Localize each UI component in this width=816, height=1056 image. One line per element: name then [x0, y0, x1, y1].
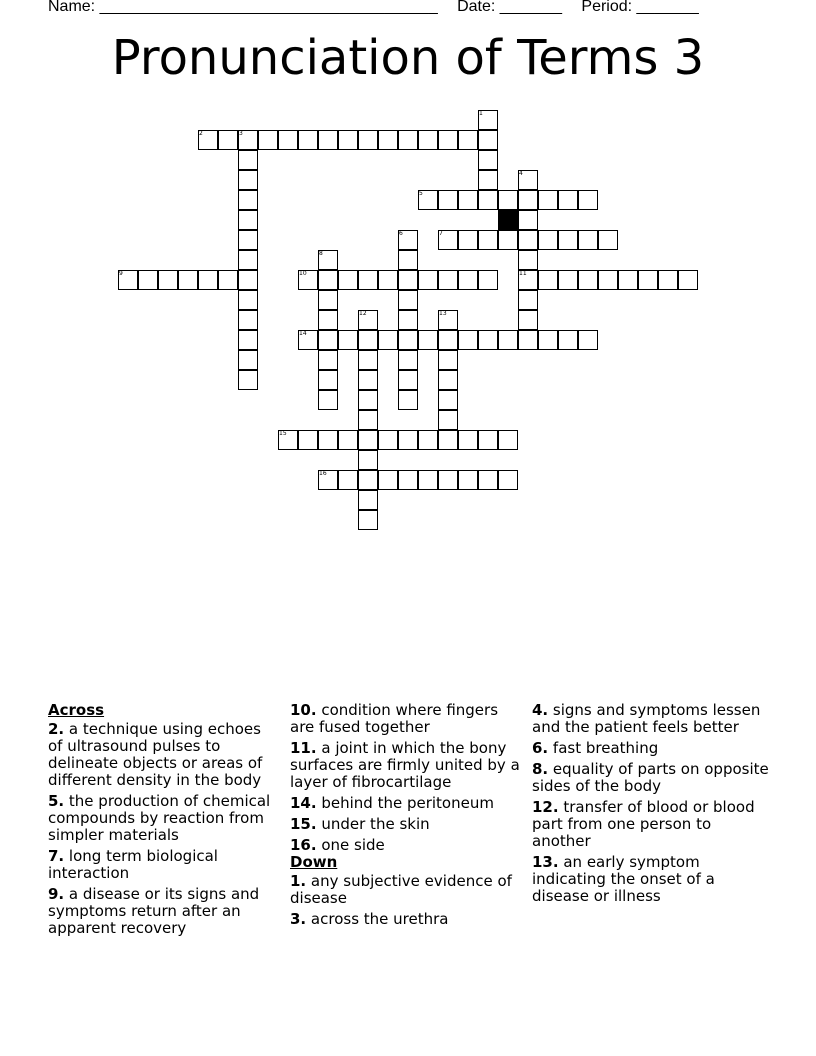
grid-cell[interactable] — [358, 330, 378, 350]
grid-cell[interactable] — [538, 190, 558, 210]
grid-cell[interactable] — [458, 470, 478, 490]
grid-cell[interactable] — [358, 450, 378, 470]
page-title: Pronunciation of Terms 3 — [111, 30, 705, 86]
grid-cell[interactable] — [438, 430, 458, 450]
grid-cell[interactable] — [478, 130, 498, 150]
grid-cell[interactable] — [398, 390, 418, 410]
grid-cell[interactable] — [458, 230, 478, 250]
clue-down-3: 3. across the urethra — [290, 910, 449, 928]
clues-column-1 — [48, 702, 280, 941]
grid-cell[interactable] — [478, 150, 498, 170]
grid-cell[interactable] — [238, 330, 258, 350]
grid-cell[interactable] — [418, 270, 438, 290]
grid-number-label: 9 — [119, 270, 123, 277]
grid-cell[interactable] — [558, 190, 578, 210]
grid-cell[interactable] — [478, 270, 498, 290]
grid-cell[interactable] — [318, 370, 338, 390]
grid-cell[interactable] — [418, 430, 438, 450]
grid-cell[interactable] — [478, 430, 498, 450]
grid-cell[interactable] — [458, 270, 478, 290]
grid-cell[interactable] — [318, 270, 338, 290]
clue-across-9: 9. a disease or its signs and symptoms return after an apparent recovery — [48, 885, 260, 937]
grid-cell[interactable] — [458, 130, 478, 150]
grid-cell[interactable] — [278, 130, 298, 150]
grid-cell[interactable] — [538, 330, 558, 350]
grid-cell[interactable] — [478, 230, 498, 250]
grid-cell[interactable] — [398, 270, 418, 290]
clue-down-12: 12. transfer of blood or blood part from one person to another — [532, 798, 755, 850]
grid-cell[interactable] — [518, 290, 538, 310]
grid-cell[interactable] — [398, 330, 418, 350]
grid-cell[interactable] — [538, 230, 558, 250]
grid-cell[interactable] — [338, 270, 358, 290]
clue-across-7: 7. long term biological interaction — [48, 847, 218, 882]
grid-cell[interactable] — [318, 310, 338, 330]
grid-cell[interactable] — [338, 130, 358, 150]
grid-cell[interactable] — [338, 430, 358, 450]
clue-across-2: 2. a technique using echoes of ultrasound pulses to delineate objects or areas of different density in the body — [48, 720, 263, 789]
grid-number-label: 5 — [419, 190, 423, 197]
grid-cell[interactable] — [358, 510, 378, 530]
grid-cell[interactable] — [418, 470, 438, 490]
grid-cell[interactable] — [418, 330, 438, 350]
grid-cell[interactable] — [318, 350, 338, 370]
grid-number-label: 4 — [519, 170, 523, 177]
clue-down-13: 13. an early symptom indicating the onset of a disease or illness — [532, 853, 715, 905]
grid-cell[interactable] — [578, 190, 598, 210]
grid-cell[interactable] — [378, 470, 398, 490]
grid-blocked-cell — [498, 210, 518, 230]
grid-cell[interactable] — [358, 130, 378, 150]
grid-cell[interactable] — [458, 190, 478, 210]
grid-cell[interactable] — [438, 350, 458, 370]
grid-cell[interactable] — [238, 190, 258, 210]
grid-cell[interactable] — [358, 350, 378, 370]
grid-cell[interactable] — [518, 190, 538, 210]
grid-cell[interactable] — [618, 270, 638, 290]
grid-cell[interactable] — [358, 470, 378, 490]
date-field[interactable]: Date: _______ — [457, 0, 563, 15]
student-info-line — [48, 0, 705, 16]
grid-cell[interactable] — [558, 330, 578, 350]
grid-cell[interactable] — [538, 270, 558, 290]
grid-cell[interactable] — [198, 270, 218, 290]
grid-cell[interactable] — [238, 230, 258, 250]
grid-cell[interactable] — [438, 370, 458, 390]
grid-cell[interactable] — [578, 270, 598, 290]
grid-cell[interactable] — [218, 130, 238, 150]
grid-cell[interactable] — [438, 390, 458, 410]
grid-cell[interactable] — [438, 190, 458, 210]
grid-cell[interactable] — [558, 230, 578, 250]
grid-number-label: 12 — [359, 310, 367, 317]
grid-number-label: 7 — [439, 230, 443, 237]
grid-number-label: 3 — [239, 130, 243, 137]
grid-cell[interactable] — [518, 250, 538, 270]
grid-cell[interactable] — [498, 330, 518, 350]
grid-cell[interactable] — [398, 430, 418, 450]
grid-cell[interactable] — [398, 470, 418, 490]
grid-cell[interactable] — [238, 250, 258, 270]
grid-cell[interactable] — [598, 270, 618, 290]
grid-number-label: 8 — [319, 250, 323, 257]
grid-number-label: 14 — [299, 330, 307, 337]
grid-number-label: 16 — [319, 470, 327, 477]
grid-cell[interactable] — [438, 470, 458, 490]
grid-cell[interactable] — [158, 270, 178, 290]
grid-cell[interactable] — [518, 330, 538, 350]
grid-cell[interactable] — [358, 430, 378, 450]
clues-column-2 — [290, 702, 522, 932]
clue-down-6: 6. fast breathing — [532, 739, 659, 757]
grid-cell[interactable] — [358, 270, 378, 290]
grid-cell[interactable] — [398, 250, 418, 270]
grid-cell[interactable] — [238, 270, 258, 290]
grid-cell[interactable] — [498, 190, 518, 210]
grid-cell[interactable] — [578, 330, 598, 350]
name-field[interactable]: Name: ______________________________________ — [48, 0, 438, 15]
grid-cell[interactable] — [298, 430, 318, 450]
grid-cell[interactable] — [518, 230, 538, 250]
grid-cell[interactable] — [218, 270, 238, 290]
grid-number-label: 10 — [299, 270, 307, 277]
grid-cell[interactable] — [558, 270, 578, 290]
grid-cell[interactable] — [398, 350, 418, 370]
grid-cell[interactable] — [318, 390, 338, 410]
grid-cell[interactable] — [318, 430, 338, 450]
across-heading: Across — [48, 701, 105, 719]
grid-cell[interactable] — [498, 430, 518, 450]
grid-cell[interactable] — [418, 130, 438, 150]
grid-cell[interactable] — [438, 270, 458, 290]
down-heading: Down — [290, 853, 338, 871]
grid-cell[interactable] — [678, 270, 698, 290]
period-field[interactable]: Period: _______ — [581, 0, 699, 15]
grid-cell[interactable] — [138, 270, 158, 290]
grid-cell[interactable] — [398, 290, 418, 310]
clue-across-5: 5. the production of chemical compounds by reaction from simpler materials — [48, 792, 271, 844]
clues-column-3 — [532, 702, 772, 909]
grid-cell[interactable] — [338, 470, 358, 490]
grid-cell[interactable] — [238, 210, 258, 230]
grid-cell[interactable] — [398, 370, 418, 390]
grid-cell[interactable] — [318, 130, 338, 150]
grid-cell[interactable] — [638, 270, 658, 290]
grid-cell[interactable] — [378, 270, 398, 290]
grid-number-label: 2 — [199, 130, 203, 137]
grid-cell[interactable] — [178, 270, 198, 290]
clue-across-15: 15. under the skin — [290, 815, 430, 833]
grid-cell[interactable] — [238, 290, 258, 310]
grid-number-label: 15 — [279, 430, 287, 437]
grid-cell[interactable] — [518, 310, 538, 330]
grid-cell[interactable] — [658, 270, 678, 290]
grid-cell[interactable] — [438, 410, 458, 430]
grid-cell[interactable] — [438, 330, 458, 350]
grid-cell[interactable] — [358, 410, 378, 430]
grid-cell[interactable] — [298, 130, 318, 150]
grid-number-label: 6 — [399, 230, 403, 237]
grid-cell[interactable] — [438, 130, 458, 150]
grid-cell[interactable] — [238, 370, 258, 390]
grid-cell[interactable] — [258, 130, 278, 150]
grid-cell[interactable] — [478, 170, 498, 190]
grid-cell[interactable] — [358, 390, 378, 410]
grid-number-label: 1 — [479, 110, 483, 117]
clue-across-10: 10. condition where fingers are fused together — [290, 701, 499, 736]
grid-cell[interactable] — [598, 230, 618, 250]
clue-across-16: 16. one side — [290, 836, 385, 854]
grid-cell[interactable] — [378, 130, 398, 150]
clue-down-1: 1. any subjective evidence of disease — [290, 872, 512, 907]
grid-cell[interactable] — [578, 230, 598, 250]
grid-cell[interactable] — [358, 490, 378, 510]
clue-across-11: 11. a joint in which the bony surfaces are firmly united by a layer of fibrocartilage — [290, 739, 520, 791]
clue-across-14: 14. behind the peritoneum — [290, 794, 494, 812]
grid-cell[interactable] — [478, 330, 498, 350]
grid-cell[interactable] — [338, 330, 358, 350]
grid-cell[interactable] — [458, 330, 478, 350]
grid-cell[interactable] — [238, 310, 258, 330]
grid-cell[interactable] — [498, 230, 518, 250]
grid-cell[interactable] — [238, 150, 258, 170]
clue-down-8: 8. equality of parts on opposite sides of the body — [532, 760, 769, 795]
grid-cell[interactable] — [358, 370, 378, 390]
grid-cell[interactable] — [498, 470, 518, 490]
grid-cell[interactable] — [478, 470, 498, 490]
grid-number-label: 13 — [439, 310, 447, 317]
grid-cell[interactable] — [478, 190, 498, 210]
grid-cell[interactable] — [238, 350, 258, 370]
grid-cell[interactable] — [518, 210, 538, 230]
grid-cell[interactable] — [318, 290, 338, 310]
clue-down-4: 4. signs and symptoms lessen and the patient feels better — [532, 701, 761, 736]
grid-cell[interactable] — [378, 330, 398, 350]
grid-cell[interactable] — [398, 310, 418, 330]
grid-cell[interactable] — [378, 430, 398, 450]
grid-cell[interactable] — [458, 430, 478, 450]
grid-cell[interactable] — [398, 130, 418, 150]
grid-number-label: 11 — [519, 270, 527, 277]
grid-cell[interactable] — [318, 330, 338, 350]
grid-cell[interactable] — [238, 170, 258, 190]
